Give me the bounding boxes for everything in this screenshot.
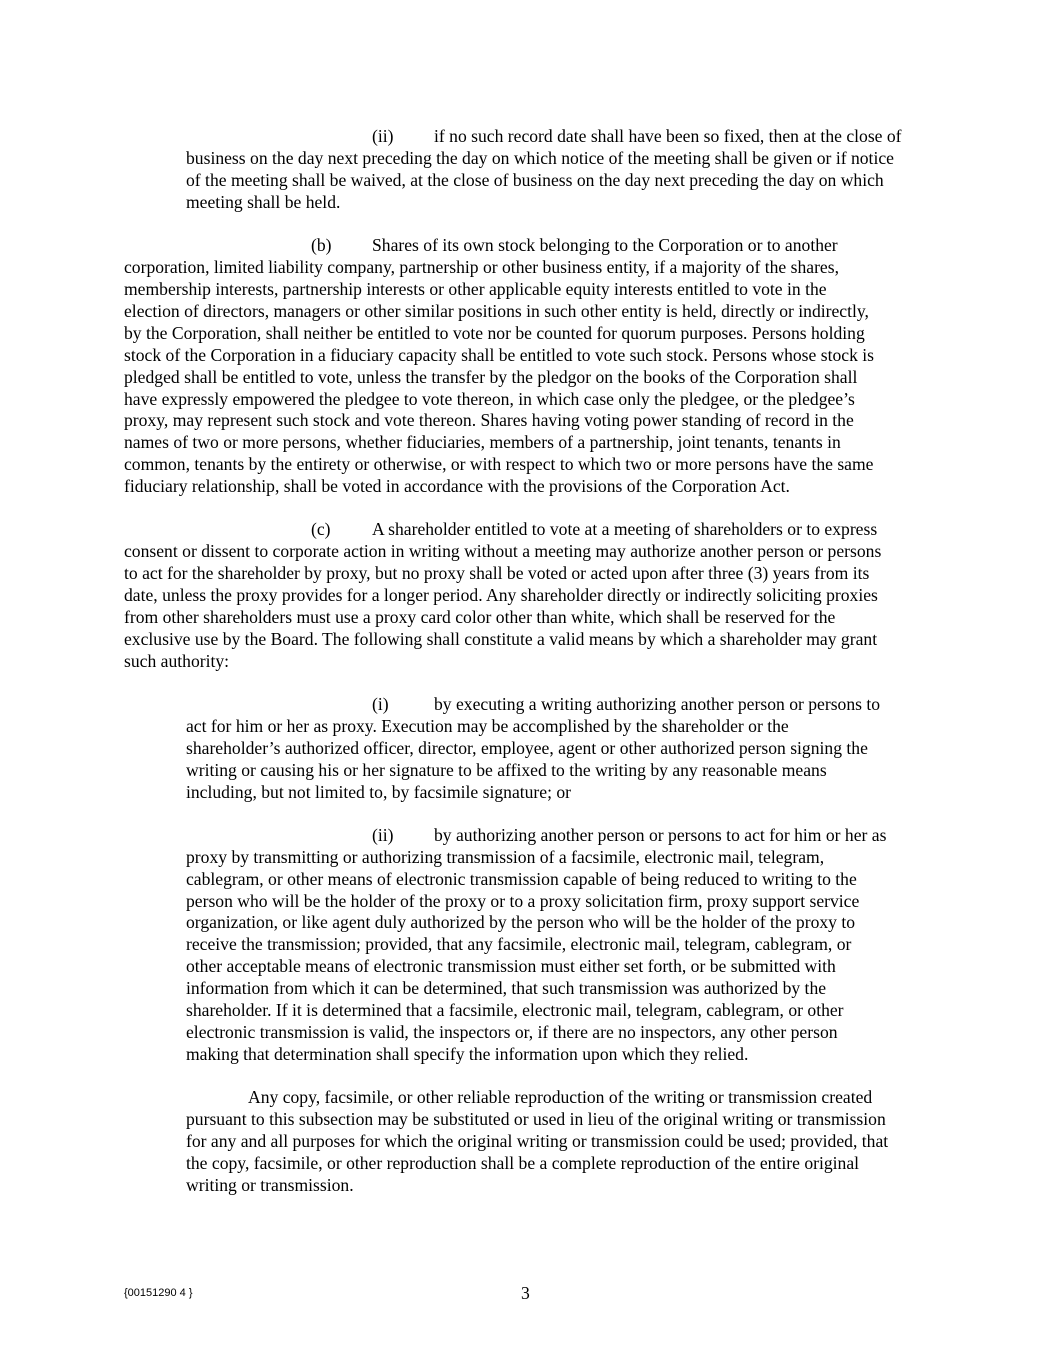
paragraph-line: receive the transmission; provided, that any facsimile, electronic mail, telegram, cablegram, or (186, 934, 852, 954)
paragraph-line: to act for the shareholder by proxy, but no proxy shall be voted or acted upon after three (3) years from its (124, 563, 870, 583)
paragraph-line: the copy, facsimile, or other reproduction shall be a complete reproduction of the entire original (186, 1153, 860, 1173)
paragraph-line: names of two or more persons, whether fiduciaries, members of a partnership, joint tenants, tenants in (124, 432, 841, 452)
paragraph-label: (ii) (372, 825, 394, 845)
paragraph-line: information from which it can be determined, that such transmission was authorized by the (186, 978, 827, 998)
paragraph-line: membership interests, partnership interests or other applicable equity interests entitled to vote in the (124, 279, 827, 299)
paragraph-line: Any copy, facsimile, or other reliable reproduction of the writing or transmission created (248, 1087, 873, 1107)
paragraph-line: consent or dissent to corporate action in writing without a meeting may authorize another person or persons (124, 541, 882, 561)
paragraph-line: act for him or her as proxy. Execution may be accomplished by the shareholder or the (186, 716, 789, 736)
paragraph-line: Shares of its own stock belonging to the Corporation or to another (372, 235, 838, 255)
paragraph-line: electronic transmission is valid, the inspectors or, if there are no inspectors, any other person (186, 1022, 838, 1042)
paragraph-line: proxy by transmitting or authorizing transmission of a facsimile, electronic mail, telegram, (186, 847, 825, 867)
paragraph-line: common, tenants by the entirety or otherwise, or with respect to which two or more persons have the same (124, 454, 874, 474)
paragraph-line: shareholder’s authorized officer, director, employee, agent or other authorized person signing the (186, 738, 868, 758)
paragraph-line: by authorizing another person or persons to act for him or her as (434, 825, 887, 845)
paragraph-line: cablegram, or other means of electronic transmission capable of being reduced to writing to the (186, 869, 857, 889)
paragraph-line: including, but not limited to, by facsimile signature; or (186, 782, 572, 802)
paragraph-line: have expressly empowered the pledgee to vote thereon, in which case only the pledgee, or the pledgee’s (124, 389, 855, 409)
paragraph-label: (b) (311, 235, 332, 255)
page-number: 3 (521, 1283, 530, 1303)
paragraph-line: business on the day next preceding the day on which notice of the meeting shall be given or if notice (186, 148, 894, 168)
paragraph-line: person who will be the holder of the proxy or to a proxy solicitation firm, proxy support service (186, 891, 860, 911)
paragraph-line: writing or causing his or her signature to be affixed to the writing by any reasonable means (186, 760, 827, 780)
paragraph-line: if no such record date shall have been so fixed, then at the close of (434, 126, 902, 146)
paragraph-line: by the Corporation, shall neither be entitled to vote nor be counted for quorum purposes. Persons holding (124, 323, 865, 343)
paragraph-line: pledged shall be entitled to vote, unless the transfer by the pledgor on the books of the Corporation shall (124, 367, 858, 387)
paragraph-line: of the meeting shall be waived, at the close of business on the day next preceding the day on which (186, 170, 884, 190)
paragraph-line: shareholder. If it is determined that a facsimile, electronic mail, telegram, cablegram, or other (186, 1000, 844, 1020)
paragraph-line: election of directors, managers or other similar positions in such other entity is held, directly or indirectly, (124, 301, 869, 321)
footer-document-id: {00151290 4 } (124, 1287, 193, 1299)
paragraph-line: fiduciary relationship, shall be voted in accordance with the provisions of the Corporation Act. (124, 476, 790, 496)
paragraph-line: organization, or like agent duly authorized by the person who will be the holder of the proxy to (186, 912, 856, 932)
paragraph-line: from other shareholders must use a proxy card color other than white, which shall be reserved for the (124, 607, 836, 627)
paragraph-label: (ii) (372, 126, 394, 146)
paragraph-line: stock of the Corporation in a fiduciary capacity shall be entitled to vote such stock. Persons whose stock is (124, 345, 875, 365)
paragraph-line: A shareholder entitled to vote at a meeting of shareholders or to express (372, 519, 878, 539)
paragraph-line: exclusive use by the Board. The following shall constitute a valid means by which a shareholder may grant (124, 629, 878, 649)
paragraph-line: corporation, limited liability company, partnership or other business entity, if a majority of the shares, (124, 257, 839, 277)
paragraph-line: date, unless the proxy provides for a longer period. Any shareholder directly or indirectly soliciting proxies (124, 585, 878, 605)
paragraph-line: by executing a writing authorizing another person or persons to (434, 694, 881, 714)
paragraph-line: other acceptable means of electronic transmission must either set forth, or be submitted with (186, 956, 836, 976)
paragraph-label: (i) (372, 694, 389, 714)
paragraph-line: pursuant to this subsection may be substituted or used in lieu of the original writing or transmission (186, 1109, 886, 1129)
paragraph-line: meeting shall be held. (186, 192, 341, 212)
paragraph-line: such authority: (124, 651, 230, 671)
paragraph-line: writing or transmission. (186, 1175, 354, 1195)
paragraph-label: (c) (311, 519, 331, 539)
paragraph-line: for any and all purposes for which the original writing or transmission could be used; provided, that (186, 1131, 889, 1151)
paragraph-line: making that determination shall specify the information upon which they relied. (186, 1044, 749, 1064)
paragraph-line: proxy, may represent such stock and vote thereon. Shares having voting power standing of record in the (124, 410, 854, 430)
